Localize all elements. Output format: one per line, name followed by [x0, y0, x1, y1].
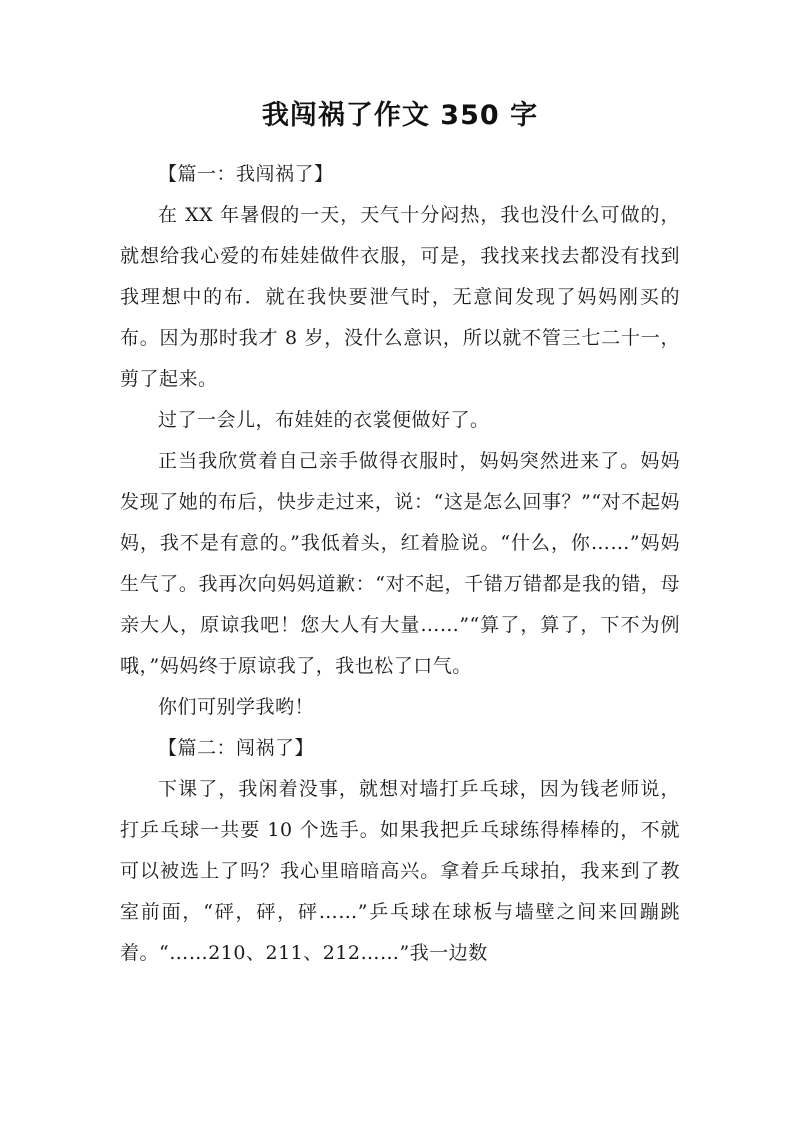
paragraph: 正当我欣赏着自己亲手做得衣服时，妈妈突然进来了。妈妈发现了她的布后，快步走过来，说：“这是怎么回事？”“对不起妈妈，我不是有意的。”我低着头，红着脸说。“什么，你……”妈妈生气了。我再次向妈妈道歉：“对不起，千错万错都是我的错，母亲大人，原谅我吧！您大人有大量……”“算了，算了，下不为例哦，”妈妈终于原谅我了，我也松了口气。 [120, 450, 680, 677]
paragraph: 下课了，我闲着没事，就想对墙打乒乓球，因为钱老师说，打乒乓球一共要 10 个选手。如果我把乒乓球练得棒棒的，不就可以被选上了吗？我心里暗暗高兴。拿着乒乓球拍，我来到了教室前面，“砰，砰，砰……”乒乓球在球板与墙壁之间来回蹦跳着。“……210、211、212……”我一边数 [120, 778, 680, 964]
document-title: 我闯祸了作文 350 字 [261, 100, 539, 131]
paragraph: 在 XX 年暑假的一天，天气十分闷热，我也没什么可做的，就想给我心爱的布娃娃做件衣服，可是，我找来找去都没有找到我理想中的布．就在我快要泄气时，无意间发现了妈妈刚买的布。因为那时我才 8 岁，没什么意识，所以就不管三七二十一，剪了起来。 [120, 204, 680, 390]
document-body [120, 154, 680, 974]
section-heading-1: 【篇一：我闯祸了】 [158, 163, 334, 185]
section-heading-2: 【篇二：闯祸了】 [158, 737, 315, 759]
paragraph: 过了一会儿，布娃娃的衣裳便做好了。 [158, 409, 490, 431]
paragraph: 你们可别学我哟！ [158, 696, 315, 718]
